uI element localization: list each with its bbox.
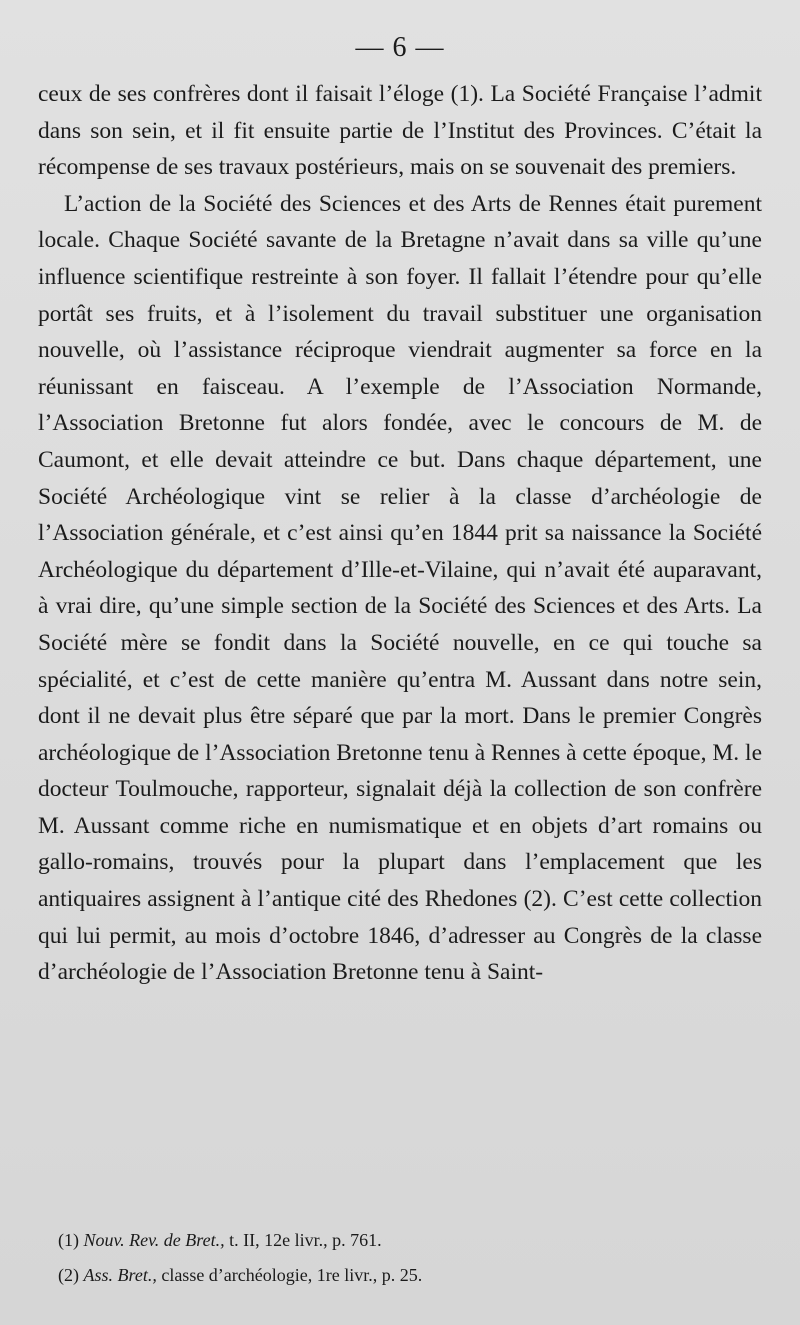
footnote-source: Nouv. Rev. de Bret., (83, 1230, 225, 1250)
footnotes (58, 1223, 748, 1293)
page-number: — 6 — (355, 32, 445, 63)
paragraph-association-bretonne: L’action de la Société des Sciences et des Arts de Rennes était purement locale. Chaque Société savante de la Bretagne n’avait dans sa ville qu’une influence scientifique restreinte à son foyer. Il fallait l’étendre pour qu’elle portât ses fruits, et à l’isolement du travail substituer une organisation nouvelle, où l’assistance réciproque viendrait augmenter sa force en la réunissant en faisceau. A l’exemple de l’Association Normande, l’Association Bretonne fut alors fondée, avec le concours de M. de Caumont, et elle devait atteindre ce but. Dans chaque département, une Société Archéologique vint se relier à la classe d’archéologie de l’Association générale, et c’est ainsi qu’en 1844 prit sa naissance la Société Archéologique du département d’Ille-et-Vilaine, qui n’avait été auparavant, à vrai dire, qu’une simple section de la Société des Sciences et des Arts. La Société mère se fondit dans la Société nouvelle, en ce qui touche sa spécialité, et c’est de cette manière qu’entra M. Aussant dans notre sein, dont il ne devait plus être séparé que par la mort. Dans le premier Congrès archéologique de l’Association Bretonne tenu à Rennes à cette époque, M. le docteur Toulmouche, rapporteur, signalait déjà la collection de son confrère M. Aussant comme riche en numismatique et en objets d’art romains ou gallo-romains, trouvés pour la plupart dans l’emplacement que les antiquaires assignent à l’antique cité des Rhedones (2). C’est cette collection qui lui permit, au mois d’octobre 1846, d’adresser au Congrès de la classe d’archéologie de l’Association Bretonne tenu à Saint- (38, 190, 762, 986)
main-text (38, 76, 762, 991)
footnote-1 (58, 1223, 748, 1258)
footnote-detail: classe d’archéologie, 1re livr., p. 25. (161, 1265, 423, 1285)
paragraph-continuation: ceux de ses confrères dont il faisait l’éloge (1). La Société Française l’admit dans son sein, et il fit ensuite partie de l’Institut des Provinces. C’était la récompense de ses travaux postérieurs, mais on se souvenait des premiers. (38, 81, 762, 181)
footnote-source: Ass. Bret., (83, 1265, 157, 1285)
footnote-2 (58, 1258, 748, 1293)
footnote-marker: (2) (58, 1265, 79, 1285)
footnote-marker: (1) (58, 1230, 79, 1250)
footnote-detail: t. II, 12e livr., p. 761. (229, 1230, 382, 1250)
